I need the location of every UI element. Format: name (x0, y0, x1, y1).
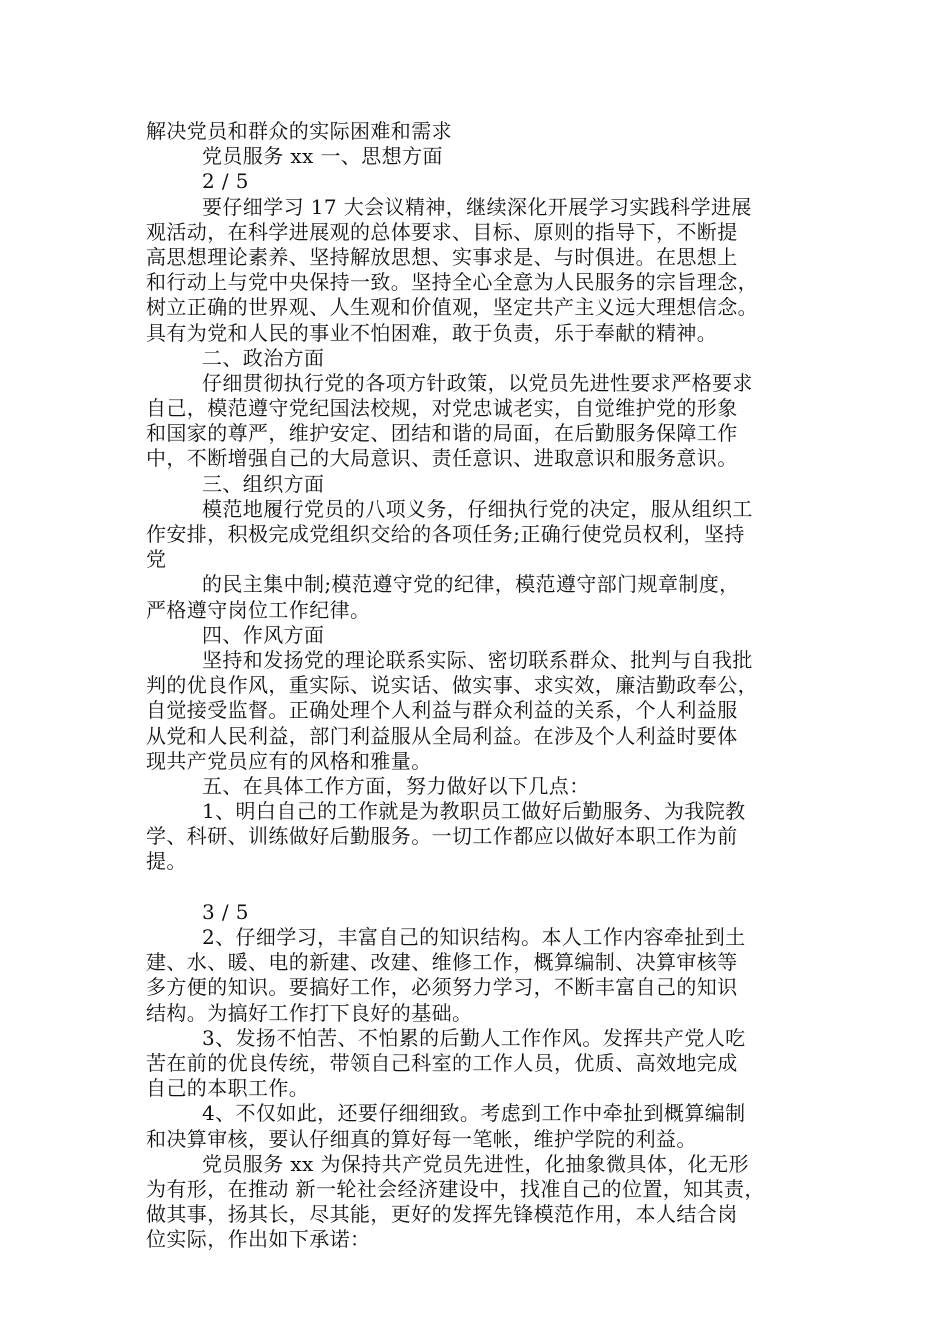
text-line: 党员服务 xx 为保持共产党员先进性，化抽象微具体，化无形 (202, 1151, 749, 1176)
text-line: 作安排，积极完成党组织交给的各项任务;正确行使党员权利，坚持 (146, 522, 745, 546)
text-line: 学、科研、训练做好后勤服务。一切工作都应以做好本职工作为前 (146, 824, 738, 849)
text-line: 多方便的知识。要搞好工作，必须努力学习，不断丰富自己的知识 (146, 975, 738, 1000)
text-line: 树立正确的世界观、人生观和价值观，坚定共产主义远大理想信念。 (146, 295, 758, 320)
text-line: 党员服务 xx 一、思想方面 (202, 144, 443, 169)
text-line: 1、明白自己的工作就是为教职员工做好后勤服务、为我院教 (202, 799, 746, 824)
text-line: 党 (146, 547, 167, 572)
text-line: 做其事，扬其长，尽其能，更好的发挥先锋模范作用，本人结合岗 (146, 1202, 738, 1227)
text-line: 建、水、暖、电的新建、改建、维修工作，概算编制、决算审核等 (146, 950, 738, 975)
text-line: 判的优良作风，重实际、说实话、做实事、求实效，廉洁勤政奉公， (146, 673, 758, 698)
text-line: 三、组织方面 (202, 471, 325, 496)
text-line: 现共产党员应有的风格和雅量。 (146, 748, 432, 773)
text-line: 的民主集中制;模范遵守党的纪律，模范遵守部门规章制度， (202, 572, 740, 597)
text-line: 自觉接受监督。正确处理个人利益与群众利益的关系，个人利益服 (146, 698, 738, 723)
text-line: 具有为党和人民的事业不怕困难，敢于负责，乐于奉献的精神。 (146, 320, 718, 345)
text-line: 坚持和发扬党的理论联系实际、密切联系群众、批判与自我批 (202, 647, 753, 672)
text-line: 和行动上与党中央保持一致。坚持全心全意为人民服务的宗旨理念， (146, 270, 758, 295)
document-body (146, 119, 826, 1252)
text-line: 2 / 5 (202, 169, 249, 194)
text-line: 3 / 5 (202, 899, 249, 924)
text-line: 二、政治方面 (202, 345, 325, 370)
text-line: 观活动，在科学进展观的总体要求、目标、原则的指导下，不断提 (146, 219, 738, 244)
text-line: 高思想理论素养、坚持解放思想、实事求是、与时俱进。在思想上 (146, 244, 738, 269)
text-line: 2、仔细学习，丰富自己的知识结构。本人工作内容牵扯到土 (202, 925, 746, 949)
text-line: 自己的本职工作。 (146, 1076, 310, 1101)
text-line: 苦在前的优良传统，带领自己科室的工作人员，优质、高效地完成 (146, 1050, 738, 1075)
text-line: 结构。为搞好工作打下良好的基础。 (146, 1000, 473, 1025)
text-line: 要仔细学习 17 大会议精神，继续深化开展学习实践科学进展 (202, 194, 752, 219)
text-line: 和国家的尊严，维护安定、团结和谐的局面，在后勤服务保障工作 (146, 421, 738, 446)
text-line: 仔细贯彻执行党的各项方针政策，以党员先进性要求严格要求 (202, 370, 753, 395)
text-line: 3、发扬不怕苦、不怕累的后勤人工作作风。发挥共产党人吃 (202, 1025, 746, 1050)
text-line: 和决算审核，要认仔细真的算好每一笔帐，维护学院的利益。 (146, 1126, 697, 1151)
text-line: 模范地履行党员的八项义务，仔细执行党的决定，服从组织工 (202, 496, 753, 521)
text-line: 提。 (146, 849, 187, 874)
text-line: 严格遵守岗位工作纪律。 (146, 597, 371, 622)
text-line: 自己，模范遵守党纪国法校规，对党忠诚老实，自觉维护党的形象 (146, 396, 738, 421)
text-line: 五、在具体工作方面，努力做好以下几点： (202, 773, 590, 798)
text-line: 解决党员和群众的实际困难和需求 (146, 119, 452, 143)
text-line: 四、作风方面 (202, 622, 325, 647)
text-line: 为有形，在推动 新一轮社会经济建设中，找准自己的位置，知其责， (146, 1176, 765, 1201)
text-line: 中，不断增强自己的大局意识、责任意识、进取意识和服务意识。 (146, 446, 738, 471)
text-line (146, 875, 826, 900)
text-line: 4、不仅如此，还要仔细细致。考虑到工作中牵扯到概算编制 (202, 1101, 746, 1126)
text-line: 从党和人民利益，部门利益服从全局利益。在涉及个人利益时要体 (146, 723, 738, 748)
text-line: 位实际，作出如下承诺： (146, 1227, 371, 1252)
